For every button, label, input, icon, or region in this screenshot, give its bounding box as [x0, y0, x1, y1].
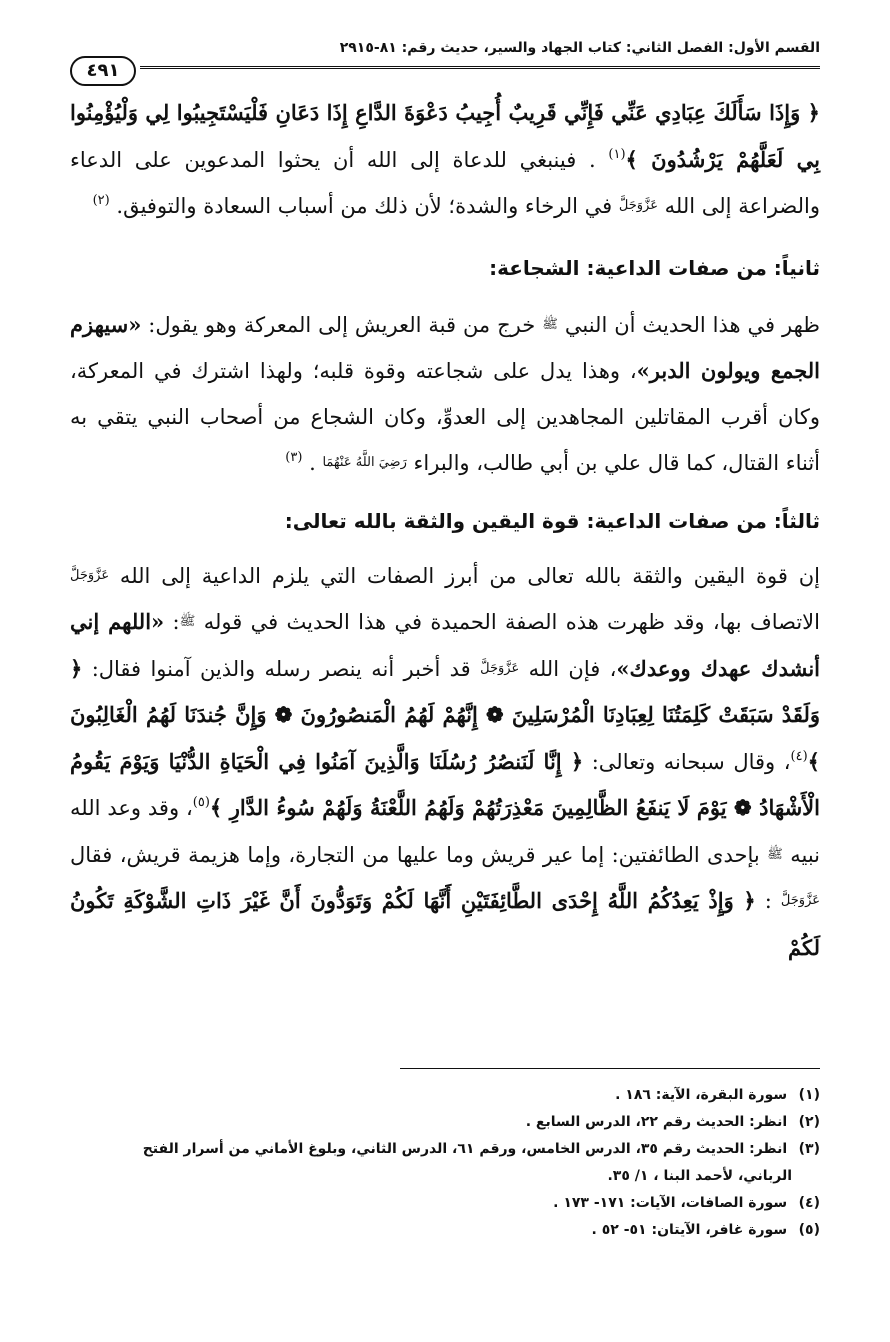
footnote-number: (٢) [798, 1114, 820, 1130]
text: ، وقد وعد الله نبيه [70, 796, 821, 867]
running-header [70, 36, 820, 81]
footnote [70, 1217, 820, 1244]
footnote-ref-3: (٣) [285, 450, 303, 465]
paragraph-3 [70, 553, 820, 972]
text: قد أخبر أنه ينصر رسله والذين آمنوا فقال: [82, 656, 481, 681]
honorific: عَزَّوَجَلَّ [618, 198, 658, 213]
paragraph-1 [70, 90, 820, 230]
honorific: عَزَّوَجَلَّ [70, 567, 110, 583]
paragraph-2 [70, 302, 820, 487]
text: ، وهذا يدل على شجاعته وقوة قلبه؛ ولهذا اشترك في المعركة، وكان أقرب المقاتلين المجاهدين إلى العدوِّ، وكان الشجاع من أصحاب النبي يتقي به أثناء القتال، كما قال علي بن أبي طالب، والبراء [70, 359, 820, 475]
page-number: ٤٩١ [70, 56, 136, 86]
quran-verse: ﴿ وَلَقَدْ سَبَقَتْ كَلِمَتُنَا لِعِبَادِنَا الْمُرْسَلِينَ ❁ إِنَّهُمْ لَهُمُ الْمَنصُورُونَ ❁ وَإِنَّ جُندَنَا لَهُمُ الْغَالِبُونَ ﴾ [70, 655, 820, 774]
honorific: رَضِيَ اللَّهُ عَنْهُمَا [322, 455, 407, 470]
page-body [70, 90, 820, 971]
text: في الرخاء والشدة؛ لأن ذلك من أسباب السعادة والتوفيق. [109, 194, 619, 218]
quran-verse: ﴿ وَإِذَا سَأَلَكَ عِبَادِي عَنِّي فَإِنِّي قَرِيبٌ أُجِيبُ دَعْوَةَ الدَّاعِ إِذَا دَعَانِ فَلْيَسْتَجِيبُوا لِي وَلْيُؤْمِنُوا بِي لَعَلَّهُمْ يَرْشُدُونَ ﴾ [70, 100, 820, 172]
footnote-ref-4: (٤) [790, 748, 808, 764]
header-title: القسم الأول: الفصل الثاني: كتاب الجهاد والسير، حديث رقم: ٨١-٢٩١٥ [339, 40, 820, 56]
footnote [70, 1190, 820, 1217]
honorific: ﷺ [179, 614, 196, 629]
footnote-continuation: الرباني، لأحمد البنا ، ١/ ٣٥. [607, 1168, 792, 1184]
quran-verse: ﴿ وَإِذْ يَعِدُكُمُ اللَّهُ إِحْدَى الطَّائِفَتَيْنِ أَنَّهَا لَكُمْ وَتَوَدُّونَ أَنَّ غَيْرَ ذَاتِ الشَّوْكَةِ تَكُونُ لَكُمْ [70, 888, 820, 960]
hadith-quote: «اللهم إني أنشدك عهدك ووعدك» [70, 609, 821, 681]
quran-verse: ﴿ إِنَّا لَنَنصُرُ رُسُلَنَا وَالَّذِينَ آمَنُوا فِي الْحَيَاةِ الدُّنْيَا وَيَوْمَ يَقُومُ الْأَشْهَادُ ❁ يَوْمَ لَا يَنفَعُ الظَّالِمِينَ مَعْذِرَتُهُمْ وَلَهُمُ اللَّعْنَةُ وَلَهُمْ سُوءُ الدَّارِ ﴾ [70, 748, 820, 820]
footnote-text: سورة البقرة، الآية: ١٨٦ . [615, 1087, 788, 1103]
footnote-text: انظر: الحديث رقم ٢٢، الدرس السابع . [525, 1114, 788, 1130]
header-rule [140, 66, 820, 69]
footnote-number: (٣) [798, 1141, 820, 1157]
honorific: ﷺ [767, 846, 783, 862]
footnote-text: انظر: الحديث رقم ٣٥، الدرس الخامس، ورقم ٦١، الدرس الثاني، وبلوغ الأماني من أسرار الفتح [142, 1141, 788, 1157]
text: ظهر في هذا الحديث أن النبي [557, 312, 820, 337]
honorific: عَزَّوَجَلَّ [780, 893, 820, 908]
hadith-quote: «سيهزم الجمع ويولون الدبر» [70, 311, 820, 383]
honorific: ﷺ [542, 316, 558, 332]
footnotes [70, 1082, 820, 1244]
footnote-number: (٤) [798, 1195, 820, 1211]
footnote-text: سورة الصافات، الآيات: ١٧١- ١٧٣ . [553, 1195, 788, 1211]
footnote-ref-1: (١) [608, 146, 626, 162]
footnote-separator [400, 1068, 820, 1069]
section-heading-certainty: ثالثاً: من صفات الداعية: قوة اليقين والثقة بالله تعالى: [284, 508, 820, 533]
section-heading-courage: ثانياً: من صفات الداعية: الشجاعة: [489, 255, 820, 280]
text: بإحدى الطائفتين: إما عير قريش وما عليها من التجارة، وإما هزيمة قريش، فقال [70, 842, 768, 867]
footnote-number: (٥) [798, 1222, 820, 1238]
honorific: عَزَّوَجَلَّ [480, 660, 520, 676]
text: ، فإن الله [519, 656, 617, 681]
footnote-ref-5: (٥) [192, 795, 210, 810]
footnote-number: (١) [798, 1087, 820, 1103]
footnote [70, 1109, 820, 1136]
text: الاتصاف بها، وقد ظهرت هذه الصفة الحميدة في هذا الحديث في قوله [195, 610, 820, 634]
text: إن قوة اليقين والثقة بالله تعالى من أبرز الصفات التي يلزم الداعية إلى الله [109, 563, 820, 588]
text: ، وقال سبحانه وتعالى: [583, 749, 791, 774]
text: . فينبغي للدعاة إلى الله أن يحثوا المدعوين على الدعاء والضراعة إلى الله [70, 147, 820, 218]
text: : [755, 889, 781, 913]
footnote-text: سورة غافر، الآيتان: ٥١- ٥٢ . [591, 1222, 788, 1238]
footnote-ref-2: (٢) [92, 193, 110, 208]
text: خرج من قبة العريش إلى المعركة وهو يقول: [141, 312, 543, 337]
footnote [70, 1082, 820, 1109]
text: : [164, 610, 180, 634]
footnote [70, 1136, 820, 1163]
text: . [302, 451, 323, 475]
